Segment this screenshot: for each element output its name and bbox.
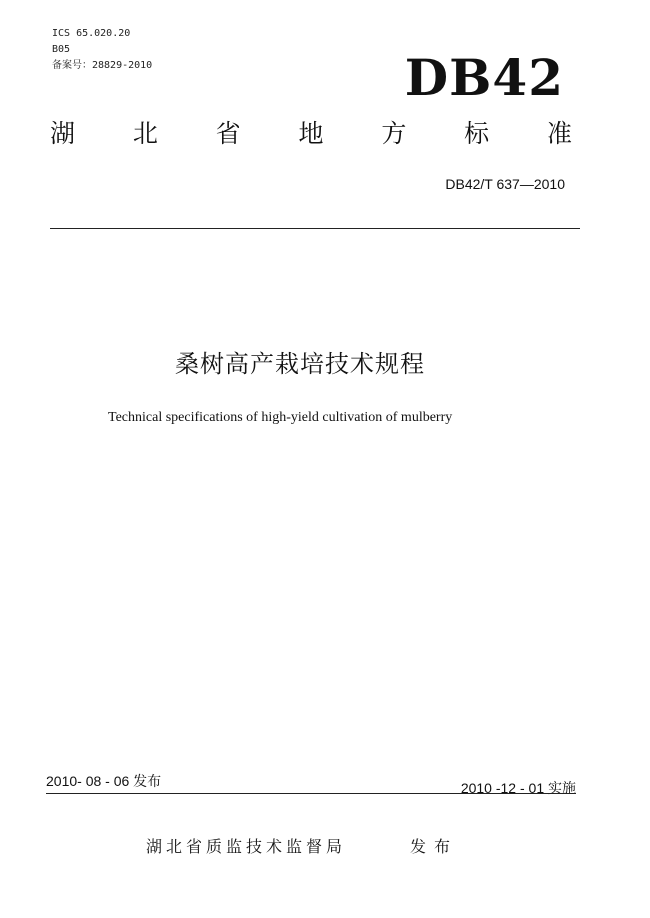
standard-type-char: 北 (132, 119, 158, 148)
bottom-divider (46, 793, 576, 794)
standard-logo: DB42 (404, 48, 564, 107)
standard-code: DB42/T 637—2010 (445, 176, 565, 192)
standard-type-char: 湖 (50, 119, 76, 148)
implementation-date: 2010 -12 - 01 实施 (460, 780, 576, 796)
title-chinese: 桑树高产栽培技术规程 (175, 350, 425, 378)
issuing-authority: 湖北省质监技术监督局 (146, 837, 347, 856)
standard-type-char: 方 (381, 119, 407, 148)
issue-label: 发布 (410, 837, 459, 856)
record-number: 备案号：28829-2010 (52, 60, 153, 71)
standard-type-heading (50, 118, 572, 150)
standard-type-char: 标 (464, 119, 490, 148)
top-divider (50, 228, 580, 229)
standard-type-char: 准 (546, 119, 572, 148)
classification-code: B05 (52, 44, 71, 55)
issue-date: 2010- 08 - 06 发布 (46, 773, 162, 789)
title-english: Technical specifications of high-yield cultivation of mulberry (108, 410, 453, 425)
standard-type-char: 省 (215, 119, 241, 148)
ics-code: ICS 65.020.20 (52, 28, 131, 39)
standard-type-char: 地 (298, 119, 324, 148)
